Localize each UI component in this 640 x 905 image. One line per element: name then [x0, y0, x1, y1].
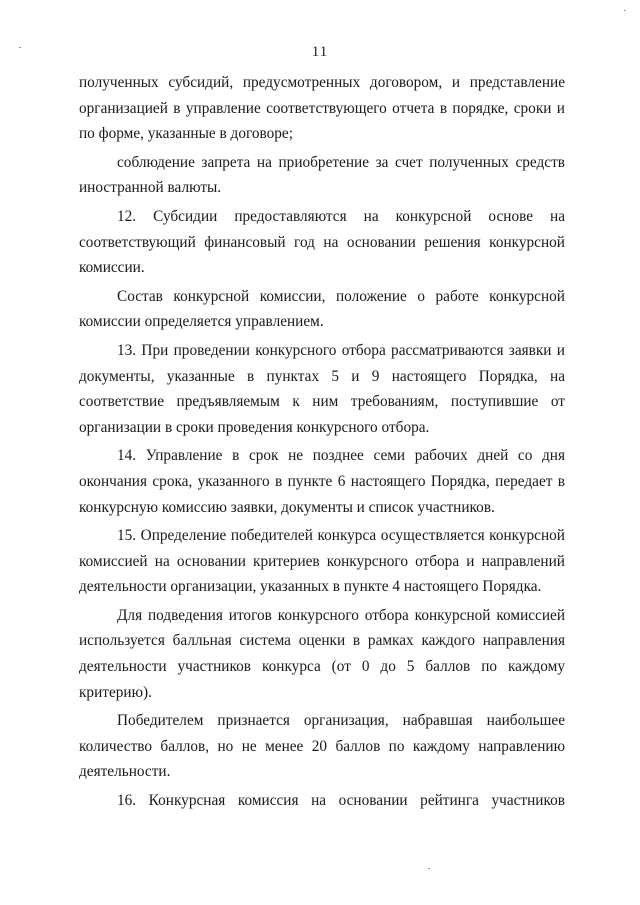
paragraph-continuation: полученных субсидий, предусмотренных договором, и представление организацией в управление соответствующего отчета в порядке, сроки и по форме, указанные в договоре;: [79, 74, 565, 143]
paragraph: Для подведения итогов конкурсного отбора конкурсной комиссией используется балльная система оценки в рамках каждого направления деятельности участников конкурса (от 0 до 5 баллов по каждому критерию).: [79, 606, 565, 701]
paragraph-item-13: 13. При проведении конкурсного отбора рассматриваются заявки и документы, указанные в пунктах 5 и 9 настоящего Порядка, на соответствие предъявляемым к ним требованиям, поступившие от организации в сроки проведения конкурсного отбора.: [79, 341, 565, 436]
paragraph-item-16: 16. Конкурсная комиссия на основании рейтинга участников: [117, 792, 565, 810]
paragraph-item-12: 12. Субсидии предоставляются на конкурсной основе на соответствующий финансовый год на основании решения конкурсной комиссии.: [79, 207, 565, 277]
paragraph-item-14: 14. Управление в срок не позднее семи рабочих дней со дня окончания срока, указанного в пункте 6 настоящего Порядка, передает в конкурсную комиссию заявки, документы и список участников.: [79, 447, 565, 516]
scan-speck: [428, 868, 430, 869]
paragraph: Победителем признается организация, набравшая наибольшее количество баллов, но не менее 20 баллов по каждому направлению деятельности.: [79, 712, 565, 781]
document-body: [79, 70, 565, 814]
paragraph: соблюдение запрета на приобретение за счет полученных средств иностранной валюты.: [79, 153, 565, 197]
scan-speck: [624, 10, 626, 11]
paragraph: Состав конкурсной комиссии, положение о работе конкурсной комиссии определяется управлением.: [79, 287, 565, 331]
page-number: 11: [311, 44, 329, 60]
paragraph-item-15: 15. Определение победителей конкурса осуществляется конкурсной комиссией на основании критериев конкурсного отбора и направлений деятельности организации, указанных в пункте 4 настоящего Порядка.: [79, 527, 565, 596]
